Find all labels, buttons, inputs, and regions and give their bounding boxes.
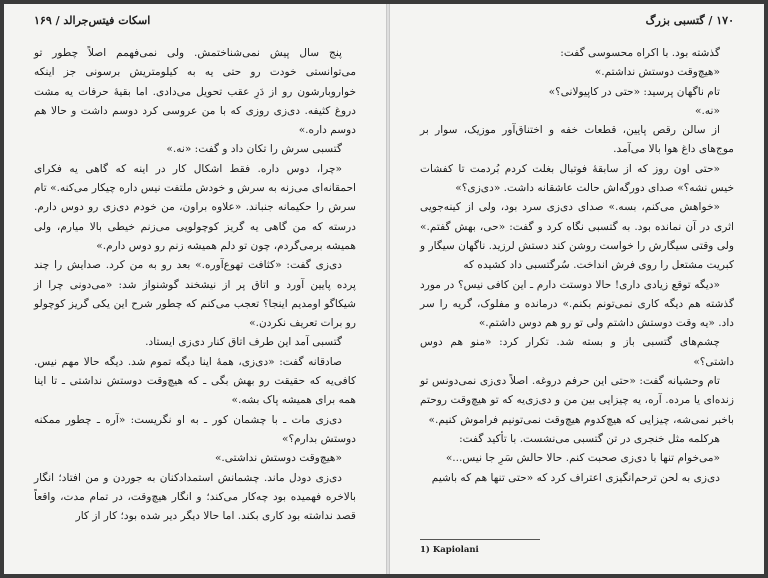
right-page-text	[420, 44, 734, 488]
left-running-head: اسکات فیتس‌جرالد / ۱۶۹	[34, 14, 151, 27]
left-page-text	[34, 44, 356, 526]
left-page-header	[34, 14, 356, 27]
paragraph: گتسبی آمد این طرف اتاق کنار دی‌زی ایستاد.	[145, 336, 342, 349]
right-page-header	[420, 14, 734, 27]
paragraph: «دیگه توقع زیادی داری! حالا دوستت دارم ـ این کافی نیس؟ در مورد گذشته هم دیگه کاری نمی‌تونم بکنم.» درمانده و مفلوک، گریه را سر داد. «یه وقت دوستش داشتم ولی تو رو هم دوس داشتم.»	[420, 278, 734, 330]
paragraph: هرکلمه مثل خنجری در تن گتسبی می‌نشست. با تأکید گفت:	[459, 432, 720, 445]
paragraph: تام وحشیانه گفت: «حتی این حرفم دروغه. اصلاً دی‌زی نمی‌دونس تو زنده‌ای یا مرده. آره، یه چیزایی بین من و دی‌زی‌یه که تو هیچ‌وقت روحتم باخبر نمی‌شه، چیزایی که هیچ‌کدوم هیچ‌وقت نمی‌تونیم فراموش کنیم.»	[420, 375, 734, 426]
paragraph: «هیچ‌وقت دوستش نداشتم.»	[594, 66, 720, 79]
paragraph: گتسبی سرش را تکان داد و گفت: «نه.»	[166, 143, 342, 156]
paragraph: «می‌خوام تنها با دی‌زی صحبت کنم. حالا حالش سَرِ جا نیس...»	[445, 452, 720, 465]
paragraph: «هیچ‌وقت دوستش نداشتی.»	[214, 452, 342, 465]
paragraph: از سالن رقص پایین، قطعات خفه و اختناق‌آور موزیک، سوار بر موج‌های داغ هوا بالا می‌آمد.	[420, 124, 734, 156]
paragraph: صادقانه گفت: «دی‌زی، همهٔ اینا دیگه تموم شد. دیگه حالا مهم نیس. کافی‌یه که حقیقت رو بهش بگی ـ که هیچ‌وقت دوستش نداشتی ـ تا اینا همه برای همیشه پاک بشه.»	[34, 355, 356, 407]
paragraph: تام ناگهان پرسید: «حتی در کاپیولانی؟»	[548, 85, 720, 98]
left-page	[4, 4, 386, 574]
paragraph: دی‌زی مات ـ با چشمان کور ـ به او نگریست: «آره ـ چطور ممکنه دوستش بدارم؟»	[34, 413, 356, 445]
paragraph: «خواهش می‌کنم، بسه.» صدای دی‌زی سرد بود، ولی از کینه‌جویی اثری در آن نمانده بود. به گتسبی نگاه کرد و گفت: «حی، بهش گفتم.» ولی وقتی سیگارش را خواست روشن کند دستش لرزید. ناگهان سیگار و کبریت مشتعل را روی فرش انداخت. سُرگتسبی داد کشیده که	[420, 201, 734, 272]
paragraph: پنج سال پیش نمی‌شناختمش. ولی نمی‌فهمم اصلاً چطور تو می‌توانستی خودت رو حتی یه به کیلومتریش برسونی جز اینکه خواروبارشون رو از دَرِ عقب تحویل می‌دادی. اما بقیهٔ حرفات یه مشت دروغ کثیفه. دی‌زی روزی که با من عروسی کرد دوسم داشت و حالا هم دوسم داره.»	[34, 47, 356, 137]
paragraph: «نه.»	[695, 104, 720, 117]
paragraph: «حتی اون روز که از سابقهٔ فوتبال بغلت کردم بُردمت تا کفشات خیس نشه؟» صدای دورگه‌اش حالت عاشقانه داشت. «دی‌زی؟»	[420, 162, 734, 195]
footnote-rule	[420, 539, 540, 540]
paragraph: گذشته بود. با اکراه محسوسی گفت:	[560, 47, 720, 59]
paragraph: دی‌زی گفت: «کثافت تهوع‌آوره.» بعد رو به من کرد. صدایش را چند پرده پایین آورد و اتاق پر از نیشخند گوشنواز شد: «می‌دونی چرا از شیکاگو اومدیم اینجا؟ تعجب می‌کنم که چطور شرح این یکی گریز کوچولو رو برات تعریف نکردن.»	[34, 259, 356, 330]
paragraph: «چرا، دوس داره. فقط اشکال کار در اینه که گاهی یه فکرای احمقانه‌ای می‌زنه به سرش و خودش ملتفت نیس داره چیکار می‌کنه.» تام سرش را حکیمانه جنباند. «علاوه براون، من خودم دی‌زی رو دوس دارم. درسته که من گاهی یه گریز کوچولویی می‌زنم خیطی بالا میارم، ولی همیشه برمی‌گردم، چون تو دلم همیشه زنم رو دوس دارم.»	[34, 162, 356, 252]
paragraph: دی‌زی دودل ماند. چشمانش استمدادکنان به جوردن و من افتاد؛ انگار بالاخره فهمیده بود چه‌کار می‌کند؛ و انگار هیچ‌وقت، در تمام مدت، واقعاً قصد نداشته بود کاری بکند. اما حالا دیگر دیر شده بود؛ کار از کار	[34, 471, 356, 523]
paragraph: دی‌زی به لحن ترحم‌انگیزی اعتراف کرد که «حتی تنها هم که باشیم	[431, 471, 720, 484]
footnote: 1) Kapiolani	[420, 545, 479, 555]
paragraph: چشم‌های گتسبی باز و بسته شد. تکرار کرد: «منو هم دوس داشتی؟»	[420, 336, 734, 368]
right-page	[390, 4, 764, 574]
right-running-head: ۱۷۰ / گتسبی بزرگ	[645, 14, 734, 27]
book-spread	[4, 4, 764, 574]
